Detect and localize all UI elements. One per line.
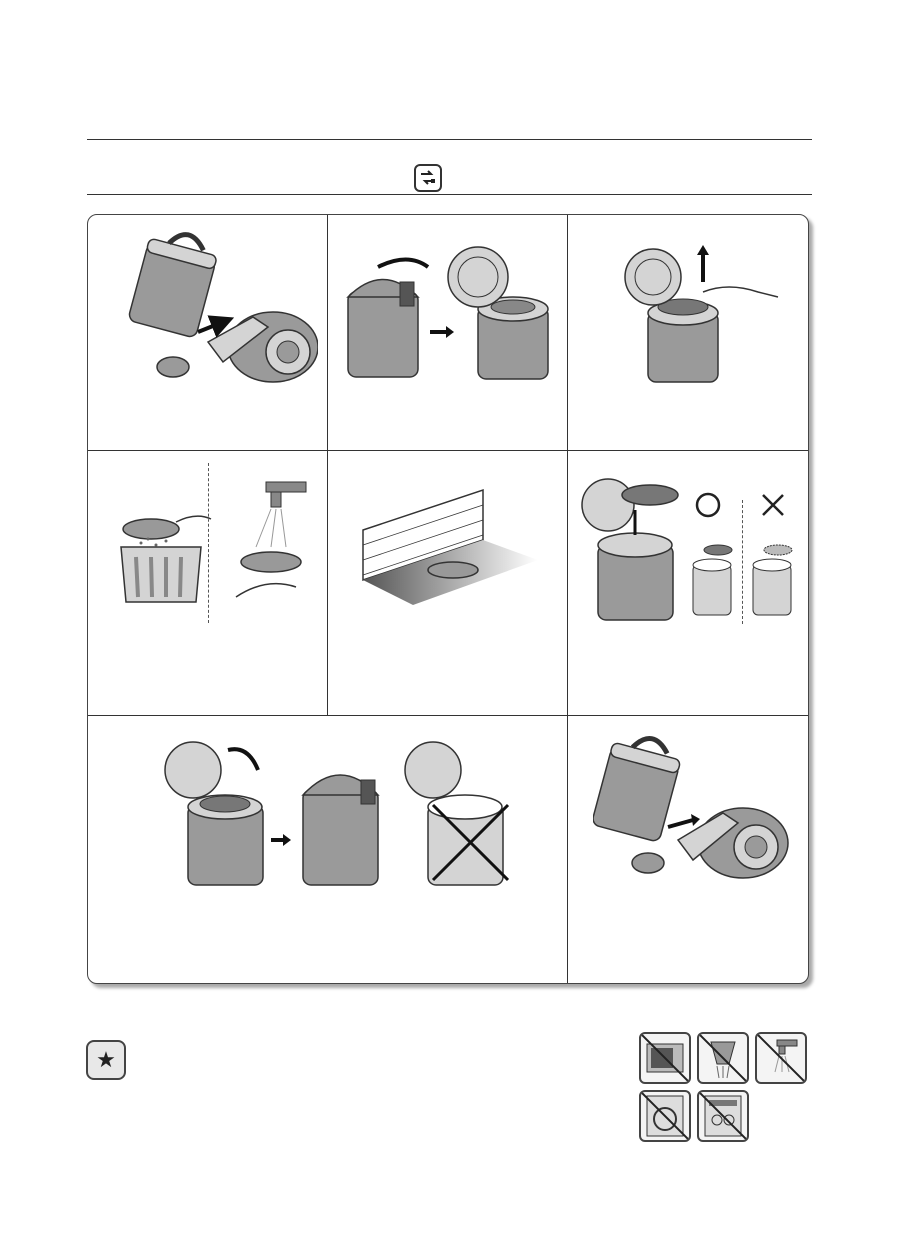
divider-row2 xyxy=(88,715,808,716)
divider-col1 xyxy=(327,215,328,715)
instruction-panel xyxy=(87,214,809,984)
step-5-illustration xyxy=(353,480,543,610)
unplug-icon xyxy=(414,164,442,192)
no-microwave-icon xyxy=(639,1032,691,1084)
divider-col2 xyxy=(567,215,568,983)
no-dryer-icon xyxy=(697,1032,749,1084)
step-4-illustration xyxy=(106,467,316,627)
step-6-illustration xyxy=(578,465,803,625)
star-icon: ★ xyxy=(86,1040,126,1080)
no-washing-machine-icon xyxy=(639,1090,691,1142)
step-1-illustration xyxy=(128,227,318,387)
header-bottom-rule xyxy=(87,194,812,195)
no-oven-icon xyxy=(697,1090,749,1142)
no-hot-water-icon xyxy=(755,1032,807,1084)
step-3-illustration xyxy=(608,237,788,387)
header-top-rule xyxy=(87,139,812,140)
step-2-illustration xyxy=(338,237,553,387)
step-7-illustration xyxy=(143,730,553,890)
divider-row1 xyxy=(88,450,808,451)
step-8-illustration xyxy=(593,725,793,885)
